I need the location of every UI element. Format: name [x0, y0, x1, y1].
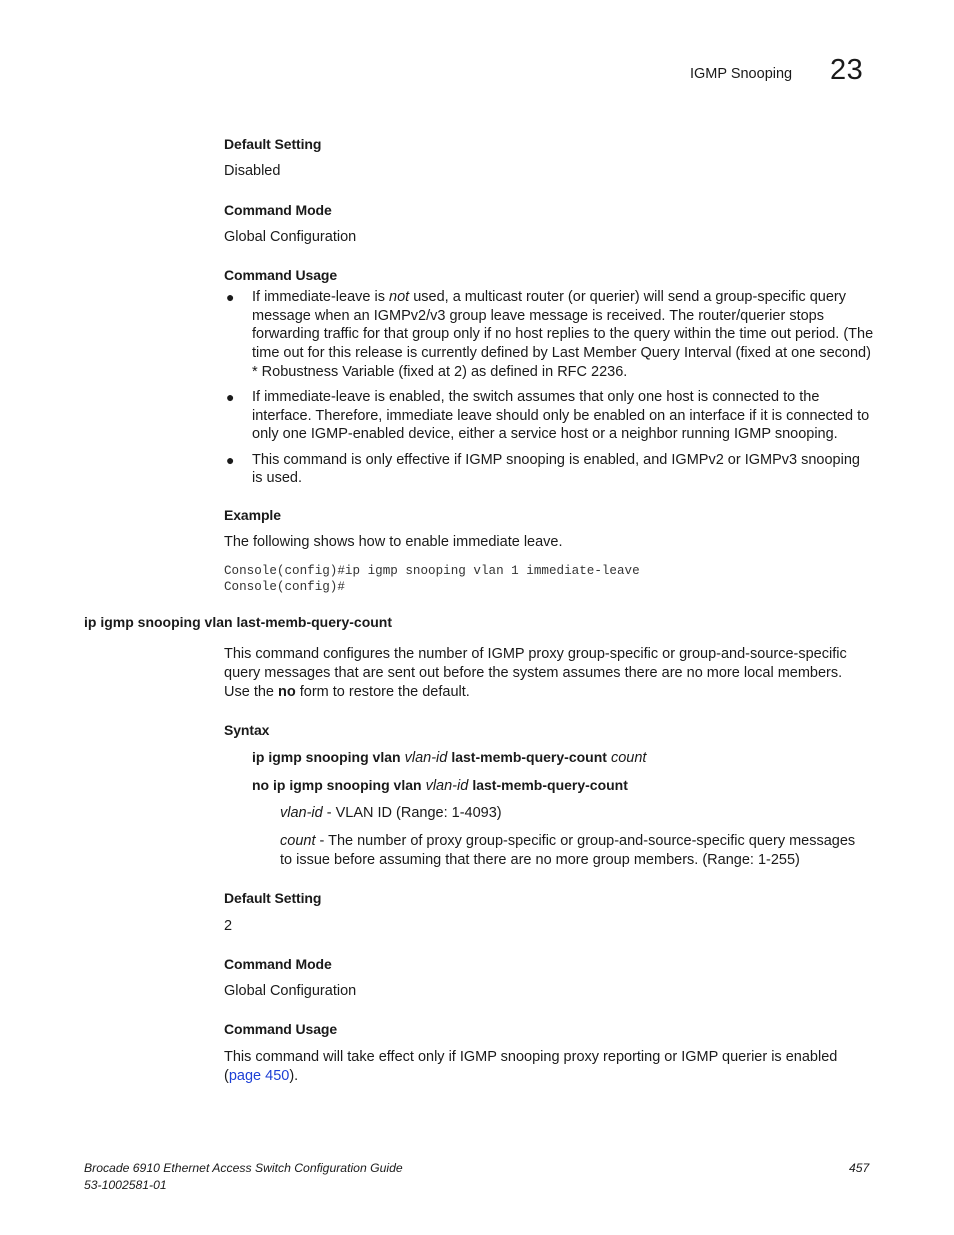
bullet-icon: ●: [226, 451, 235, 468]
command-title: ip igmp snooping vlan last-memb-query-count: [84, 614, 393, 630]
param-vlan-id: vlan-id - VLAN ID (Range: 1-4093): [280, 805, 502, 821]
command-mode-heading: Command Mode: [224, 202, 332, 218]
list-item: ● This command is only effective if IGMP snooping is enabled, and IGMPv2 or IGMPv3 snooping is used.: [226, 451, 860, 487]
syntax-line-1: ip igmp snooping vlan vlan-id last-memb-query-count count: [252, 749, 647, 766]
command-mode-heading-2: Command Mode: [224, 956, 332, 972]
page-link[interactable]: page 450: [228, 1068, 290, 1084]
code-line: Console(config)#ip igmp snooping vlan 1 immediate-leave: [224, 564, 640, 578]
list-item: ● If immediate-leave is not used, a multicast router (or querier) will send a group-specific query message when an IGMPv2/v3 group leave message is received. The router/querier stops forwarding traffic for that group only if no host replies to the query within the time out period. (The time out for this release is currently defined by Last Member Query Interval (fixed at one second) * Robustness Variable (fixed at 2) as defined in RFC 2236.: [226, 289, 874, 380]
footer-doc-number: 53-1002581-01: [84, 1178, 167, 1192]
command-mode-value-2: Global Configuration: [224, 983, 357, 999]
command-usage-heading: Command Usage: [224, 267, 338, 283]
syntax-line-2: no ip igmp snooping vlan vlan-id last-memb-query-count: [252, 777, 628, 794]
list-item: ● If immediate-leave is enabled, the switch assumes that only one host is connected to the interface. Therefore, immediate leave should only be enabled on an interface if it is connected to only one IGMP-enabled device, either a service host or a neighbor running IGMP snooping.: [226, 389, 870, 443]
command-usage-heading-2: Command Usage: [224, 1021, 338, 1037]
chapter-number: 23: [830, 54, 864, 86]
code-line: Console(config)#: [224, 580, 345, 594]
example-heading: Example: [224, 507, 281, 523]
code-block: [224, 563, 640, 595]
param-count: count - The number of proxy group-specific or group-and-source-specific query messages to issue before assuming that there are no more group members. (Range: 1-255): [280, 833, 856, 868]
footer-page-number: 457: [849, 1161, 870, 1175]
footer-doc-title: Brocade 6910 Ethernet Access Switch Configuration Guide: [84, 1161, 403, 1175]
bullet-icon: ●: [226, 389, 235, 406]
command-usage-text: This command will take effect only if IGMP snooping proxy reporting or IGMP querier is enabled (page 450).: [224, 1049, 838, 1084]
command-description: This command configures the number of IGMP proxy group-specific or group-and-source-specific query messages that are sent out before the system assumes there are no more local members. Use the no form to restore the default.: [224, 646, 847, 700]
default-setting-heading: Default Setting: [224, 136, 322, 152]
default-setting-heading-2: Default Setting: [224, 890, 322, 906]
default-setting-value: Disabled: [224, 163, 281, 179]
command-mode-value: Global Configuration: [224, 229, 357, 245]
example-text: The following shows how to enable immediate leave.: [224, 534, 563, 550]
command-usage-list: [224, 288, 874, 495]
bullet-icon: ●: [226, 289, 235, 305]
syntax-heading: Syntax: [224, 722, 270, 738]
running-header-section: IGMP Snooping: [690, 66, 793, 82]
default-setting-value-2: 2: [224, 918, 233, 934]
